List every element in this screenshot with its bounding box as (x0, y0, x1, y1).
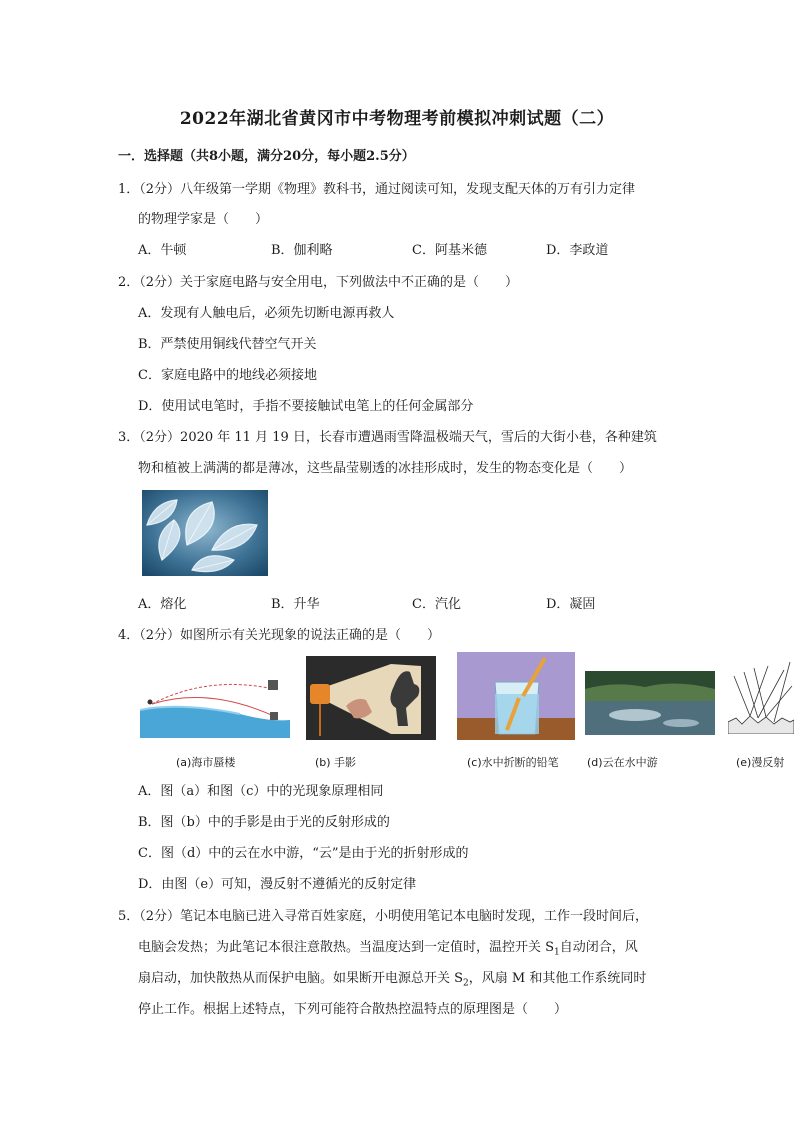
q1-option-c[interactable]: C．阿基米德 (412, 243, 487, 258)
q4-option-d[interactable]: D．由图（e）可知，漫反射不遵循光的反射定律 (138, 877, 417, 892)
q5-stem-line2 (138, 936, 638, 958)
q4-option-b[interactable]: B．图（b）中的手影是由于光的反射形成的 (138, 815, 390, 830)
q4-option-a[interactable]: A．图（a）和图（c）中的光现象原理相同 (138, 784, 384, 799)
bent-pencil-figure (457, 652, 575, 740)
q2-option-d[interactable]: D．使用试电笔时，手指不要接触试电笔上的任何金属部分 (138, 399, 474, 414)
q3-option-a[interactable]: A．熔化 (138, 597, 187, 612)
q5-line3-tail: ，风扇 M 和其他工作系统同时 (468, 971, 647, 986)
caption-d: (d)云在水中游 (587, 756, 658, 769)
q4-option-c[interactable]: C．图（d）中的云在水中游，“云”是由于光的折射形成的 (138, 846, 469, 861)
q5-line2-tail: 自动闭合，风 (559, 940, 638, 955)
q5-stem-line1: 5．（2分）笔记本电脑已进入寻常百姓家庭，小明使用笔记本电脑时发现，工作一段时间后， (118, 909, 649, 924)
q3-stem-line1: 3．（2分）2020 年 11 月 19 日，长春市遭遇雨雪降温极端天气，雪后的大街小巷，各种建筑 (118, 430, 657, 445)
q1-option-a[interactable]: A．牛顿 (138, 243, 187, 258)
q2-option-a[interactable]: A．发现有人触电后，必须先切断电源再救人 (138, 306, 395, 321)
q5-line3-sub: 2 (463, 978, 469, 989)
caption-a: (a)海市蜃楼 (176, 756, 236, 769)
caption-c: (c)水中折断的铅笔 (467, 756, 559, 769)
q1-stem-line2: 的物理学家是（ ） (138, 212, 269, 227)
q3-option-d[interactable]: D．凝固 (546, 597, 596, 612)
q1-option-d[interactable]: D．李政道 (546, 243, 609, 258)
hand-shadow-figure (306, 656, 436, 740)
q5-line2-sub: 1 (554, 947, 560, 958)
mirage-figure (140, 672, 290, 738)
q2-option-c[interactable]: C．家庭电路中的地线必须接地 (138, 368, 317, 383)
q5-line3-text: 扇启动，加快散热从而保护电脑。如果断开电源总开关 S (138, 971, 464, 986)
q2-stem: 2．（2分）关于家庭电路与安全用电，下列做法中不正确的是（ ） (118, 275, 519, 290)
diffuse-reflection-figure (728, 656, 794, 734)
q3-option-b[interactable]: B．升华 (271, 597, 320, 612)
q5-stem-line4: 停止工作。根据上述特点，下列可能符合散热控温特点的原理图是（ ） (138, 1002, 568, 1017)
section-heading: 一．选择题（共8小题，满分20分，每小题2.5分） (118, 149, 415, 164)
cloud-reflection-figure (585, 671, 715, 735)
frost-leaves-photo (142, 490, 268, 576)
caption-b: (b) 手影 (315, 756, 357, 769)
q1-option-b[interactable]: B．伽利略 (271, 243, 333, 258)
q3-stem-line2: 物和植被上满满的都是薄冰，这些晶莹剔透的冰挂形成时，发生的物态变化是（ ） (138, 461, 633, 476)
q4-stem: 4．（2分）如图所示有关光现象的说法正确的是（ ） (118, 628, 441, 643)
caption-e: (e)漫反射 (736, 756, 785, 769)
q3-option-c[interactable]: C．汽化 (412, 597, 461, 612)
q5-stem-line3 (138, 967, 646, 989)
q1-stem-line1: 1．（2分）八年级第一学期《物理》教科书，通过阅读可知，发现支配天体的万有引力定律 (118, 182, 636, 197)
page-title: 2022年湖北省黄冈市中考物理考前模拟冲刺试题（二） (179, 109, 615, 129)
q5-line2-text: 电脑会发热；为此笔记本很注意散热。当温度达到一定值时，温控开关 S (138, 940, 555, 955)
q2-option-b[interactable]: B．严禁使用铜线代替空气开关 (138, 337, 317, 352)
